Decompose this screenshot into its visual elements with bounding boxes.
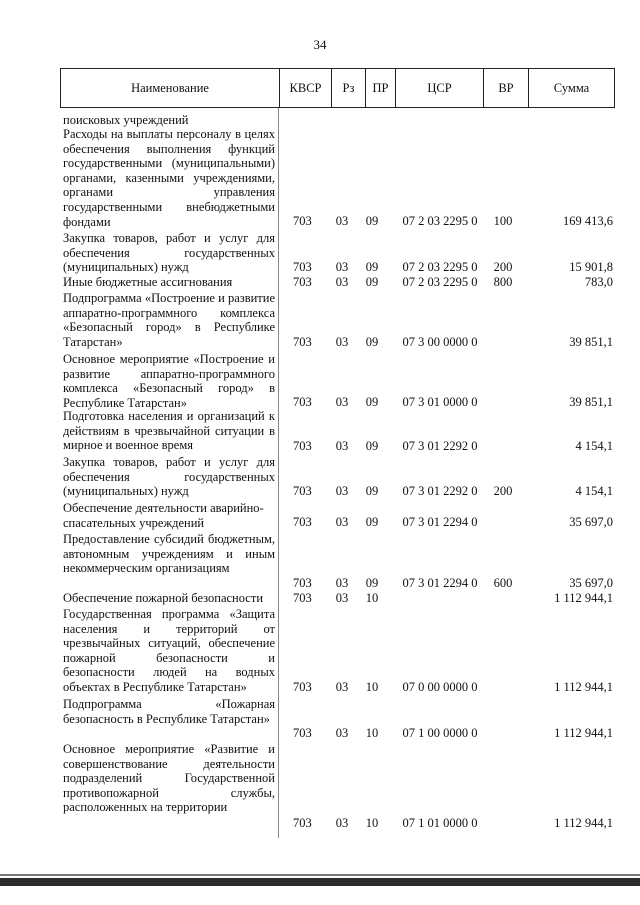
table-row [0, 591, 640, 606]
row-rz: 03 [335, 484, 349, 499]
row-rz: 03 [335, 439, 349, 454]
row-kvsr: 703 [293, 214, 312, 229]
row-csr: 07 3 01 0000 0 [402, 395, 478, 410]
header-kvsr: КВСР [279, 69, 331, 107]
row-vr: 200 [493, 484, 513, 499]
row-csr: 07 1 00 0000 0 [402, 726, 478, 741]
row-name: Основное мероприятие «Развитие и совершенствование деятельности подразделений Государственной противопожарной службы, расположенных на территории [63, 742, 275, 815]
row-sum: 783,0 [584, 275, 613, 290]
row-csr: 07 2 03 2295 0 [402, 275, 478, 290]
row-vr: 800 [493, 275, 513, 290]
row-name: Подготовка населения и организаций к действиям в чрезвычайной ситуации в мирное и военное время [63, 409, 275, 453]
row-csr: 07 2 03 2295 0 [402, 214, 478, 229]
row-name: Расходы на выплаты персоналу в целях обеспечения выполнения функций государственными (муниципальными) органами, казенными учреждениями, органами управления государственными внебюджетными фондами [63, 127, 275, 229]
row-sum: 4 154,1 [575, 439, 613, 454]
row-kvsr: 703 [293, 726, 312, 741]
row-kvsr: 703 [293, 484, 312, 499]
table-row [0, 742, 640, 831]
row-name: Подпрограмма «Построение и развитие аппаратно-программного комплекса «Безопасный город» в Республике Татарстан» [63, 291, 275, 349]
row-sum: 4 154,1 [575, 484, 613, 499]
row-csr: 07 0 00 0000 0 [402, 680, 478, 695]
row-csr: 07 1 01 0000 0 [402, 816, 478, 831]
header-sum: Сумма [528, 69, 614, 107]
row-sum: 39 851,1 [569, 335, 613, 350]
header-pr: ПР [365, 69, 395, 107]
row-sum: 1 112 944,1 [554, 591, 613, 606]
row-csr: 07 3 01 2292 0 [402, 484, 478, 499]
row-pr: 09 [365, 515, 379, 530]
scan-edge-line [0, 874, 640, 876]
row-rz: 03 [335, 275, 349, 290]
row-rz: 03 [335, 335, 349, 350]
row-kvsr: 703 [293, 439, 312, 454]
row-rz: 03 [335, 576, 349, 591]
row-vr: 200 [493, 260, 513, 275]
row-name: Основное мероприятие «Построение и развитие аппаратно-программного комплекса «Безопасный город» в Республике Татарстан» [63, 352, 275, 410]
row-csr: 07 3 01 2292 0 [402, 439, 478, 454]
row-sum: 35 697,0 [569, 576, 613, 591]
row-name: Иные бюджетные ассигнования [63, 275, 233, 289]
row-pr: 09 [365, 395, 379, 410]
table-row [0, 352, 640, 410]
scan-edge-band [0, 878, 640, 886]
header-name: Наименование [131, 81, 209, 95]
row-kvsr: 703 [293, 816, 312, 831]
table-row [0, 455, 640, 499]
table-row [0, 501, 640, 530]
row-kvsr: 703 [293, 335, 312, 350]
row-csr: 07 2 03 2295 0 [402, 260, 478, 275]
table-row [0, 291, 640, 350]
row-pr: 09 [365, 335, 379, 350]
row-csr: 07 3 01 2294 0 [402, 515, 478, 530]
table-row [0, 275, 640, 290]
row-name: Обеспечение пожарной безопасности [63, 591, 264, 605]
row-pr: 09 [365, 214, 379, 229]
table-row [0, 607, 640, 695]
table-row [0, 127, 640, 229]
table-header [60, 68, 615, 108]
row-sum: 39 851,1 [569, 395, 613, 410]
row-sum: 15 901,8 [569, 260, 613, 275]
row-rz: 03 [335, 680, 349, 695]
row-rz: 03 [335, 816, 349, 831]
row-pr: 09 [365, 576, 379, 591]
header-vr: ВР [483, 69, 528, 107]
row-sum: 1 112 944,1 [554, 726, 613, 741]
row-vr: 600 [493, 576, 513, 591]
row-sum: 1 112 944,1 [554, 816, 613, 831]
row-pr: 09 [365, 484, 379, 499]
row-kvsr: 703 [293, 591, 312, 606]
header-rz: Рз [331, 69, 365, 107]
row-csr: 07 3 00 0000 0 [402, 335, 478, 350]
row-csr: 07 3 01 2294 0 [402, 576, 478, 591]
row-pr: 09 [365, 439, 379, 454]
row-name: Обеспечение деятельности аварийно-спасательных учреждений [63, 501, 264, 530]
row-kvsr: 703 [293, 275, 312, 290]
row-rz: 03 [335, 591, 349, 606]
row-kvsr: 703 [293, 395, 312, 410]
row-pr: 10 [365, 680, 379, 695]
row-pr: 09 [365, 275, 379, 290]
row-pr: 10 [365, 591, 379, 606]
header-csr: ЦСР [395, 69, 483, 107]
row-name: Государственная программа «Защита населения и территорий от чрезвычайных ситуаций, обеспечение пожарной безопасности и безопасности людей на водных объектах в Республике Татарстан» [63, 607, 275, 694]
row-sum: 35 697,0 [569, 515, 613, 530]
row-rz: 03 [335, 395, 349, 410]
row-pr: 09 [365, 260, 379, 275]
row-rz: 03 [335, 726, 349, 741]
table-row [0, 697, 640, 741]
row-rz: 03 [335, 260, 349, 275]
table-row [0, 409, 640, 454]
row-rz: 03 [335, 515, 349, 530]
row-pr: 10 [365, 816, 379, 831]
row-name: Закупка товаров, работ и услуг для обеспечения государственных (муниципальных) нужд [63, 231, 275, 275]
table-row [0, 532, 640, 591]
table-row [0, 231, 640, 275]
row-name: Предоставление субсидий бюджетным, автономным учреждениям и иным некоммерческим организациям [63, 532, 275, 576]
row-name: Закупка товаров, работ и услуг для обеспечения государственных (муниципальных) нужд [63, 455, 275, 499]
row-name: Подпрограмма «Пожарная безопасность в Республике Татарстан» [63, 697, 275, 726]
row-name: поисковых учреждений [63, 113, 189, 127]
page-number: 34 [313, 37, 327, 52]
row-kvsr: 703 [293, 576, 312, 591]
row-pr: 10 [365, 726, 379, 741]
row-sum: 169 413,6 [563, 214, 613, 229]
row-kvsr: 703 [293, 260, 312, 275]
row-sum: 1 112 944,1 [554, 680, 613, 695]
row-vr: 100 [493, 214, 513, 229]
row-kvsr: 703 [293, 515, 312, 530]
row-rz: 03 [335, 214, 349, 229]
row-kvsr: 703 [293, 680, 312, 695]
table-row [0, 113, 640, 127]
